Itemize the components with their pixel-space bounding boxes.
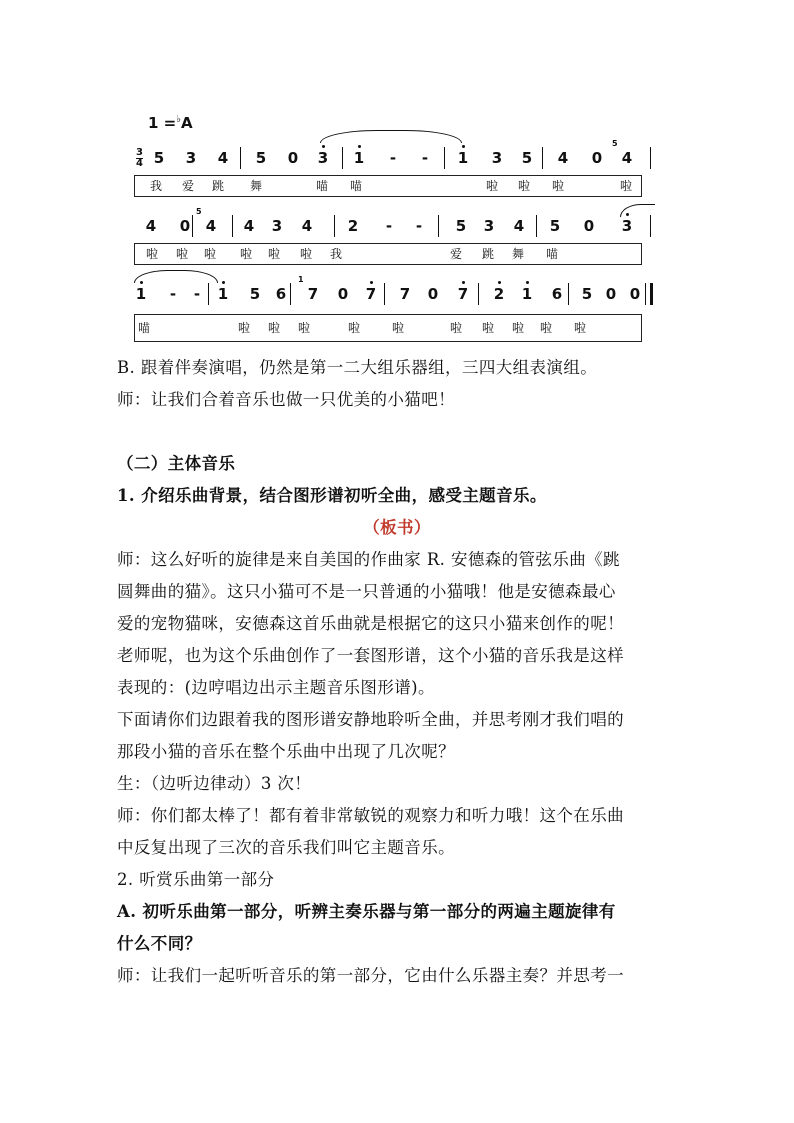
row2-note: 0: [583, 217, 595, 235]
row1-note: 4: [557, 149, 569, 167]
lyr1-word: 我: [150, 179, 163, 193]
row2-note: 4: [243, 217, 255, 235]
text-line-8: 爱的宠物猫咪，安德森这首乐曲就是根据它的这只小猫来创作的呢！: [117, 614, 624, 633]
row1-note: -: [421, 149, 429, 167]
row3-final-bar: [645, 283, 646, 305]
para-teacher-1: 师：让我们合着音乐也做一只优美的小猫吧！: [117, 390, 455, 409]
row1-high-dot: [322, 145, 325, 148]
row3-high-dot: [370, 281, 373, 284]
row2-note: 3: [483, 217, 495, 235]
row2-barline: [192, 215, 193, 237]
row3-note: 2: [493, 285, 505, 303]
lyr3-word: 啦: [482, 321, 495, 335]
text-line-13: 生：（边听边律动）3 次！: [117, 774, 312, 793]
lyr2-word: 舞: [512, 247, 525, 261]
lyr3-word: 啦: [268, 321, 281, 335]
lyr1-word: 啦: [620, 179, 633, 193]
row1-note: 5: [521, 149, 533, 167]
row1-note: 1: [353, 149, 365, 167]
row2-barline: [232, 215, 233, 237]
row3-barline: [568, 283, 569, 305]
lyr2-word: 我: [330, 247, 343, 261]
row3-note: 6: [275, 285, 287, 303]
time-top: 3: [136, 147, 143, 158]
text-line-7: 圆舞曲的猫》。这只小猫可不是一只普通的小猫哦！他是安德森最心: [117, 582, 616, 601]
row2-grace-note: 5: [196, 207, 202, 216]
row1-note: 5: [255, 149, 267, 167]
row3-barline: [208, 283, 209, 305]
lyr1-word: 啦: [518, 179, 531, 193]
row1-barline: [444, 147, 445, 169]
row1-high-dot: [358, 145, 361, 148]
section-heading: （二）主体音乐: [117, 454, 236, 473]
para-b: B. 跟着伴奏演唱，仍然是第一二大组乐器组，三四大组表演组。: [117, 358, 598, 377]
row2-barline: [650, 215, 651, 237]
time-signature: [136, 148, 143, 169]
row3-high-dot: [498, 281, 501, 284]
key-label: 1 =: [148, 114, 177, 132]
lyr2-word: 啦: [268, 247, 281, 261]
row1-barline: [650, 147, 651, 169]
row2-note: 4: [513, 217, 525, 235]
lyr3-word: 啦: [450, 321, 463, 335]
row1-note: 4: [621, 149, 633, 167]
row1-note: -: [389, 149, 397, 167]
lyr2-word: 啦: [176, 247, 189, 261]
row2-note: 4: [205, 217, 217, 235]
row2-note: 0: [179, 217, 191, 235]
row1-note: 0: [591, 149, 603, 167]
lyr2-word: 爱: [450, 247, 463, 261]
key-note: A: [180, 114, 193, 132]
lyr1-word: 啦: [552, 179, 565, 193]
lyr3-word: 啦: [298, 321, 311, 335]
row1-note: 5: [153, 149, 165, 167]
row1-note: 1: [457, 149, 469, 167]
lyr1-word: 喵: [350, 179, 363, 193]
row1-note: 4: [217, 149, 229, 167]
text-line-10: 表现的：(边哼唱边出示主题音乐图形谱)。: [117, 678, 435, 697]
lyr3-word: 啦: [238, 321, 251, 335]
slur-1: [320, 130, 462, 143]
row3-note: 6: [551, 285, 563, 303]
text-line-12: 那段小猫的音乐在整个乐曲中出现了几次呢？: [117, 742, 455, 761]
time-bottom: 4: [136, 158, 143, 169]
lyr2-word: 跳: [482, 247, 495, 261]
row3-note: 7: [457, 285, 469, 303]
row2-note: 5: [549, 217, 561, 235]
jianpu-score: [120, 110, 660, 350]
text-line-11: 下面请你们边跟着我的图形谱安静地聆听全曲，并思考刚才我们唱的: [117, 710, 624, 729]
lyr3-word: 啦: [392, 321, 405, 335]
lyric-box-1: [134, 175, 642, 197]
lyr2-word: 啦: [146, 247, 159, 261]
lyr3-word: 啦: [512, 321, 525, 335]
row3-barline: [650, 283, 653, 305]
lyr3-word: 喵: [138, 321, 151, 335]
row2-note: 3: [621, 217, 633, 235]
row3-note: 5: [249, 285, 261, 303]
row1-note: 3: [185, 149, 197, 167]
row1-barline: [342, 147, 343, 169]
step-2-heading: 2. 听赏乐曲第一部分: [117, 870, 275, 889]
lyr3-word: 啦: [540, 321, 553, 335]
row2-note: 3: [271, 217, 283, 235]
row3-note: 7: [399, 285, 411, 303]
lyric-box-3: [134, 314, 642, 342]
lyr3-word: 啦: [348, 321, 361, 335]
row3-high-dot: [526, 281, 529, 284]
row2-note: 2: [347, 217, 359, 235]
row3-note: 1: [135, 285, 147, 303]
lyr1-word: 啦: [486, 179, 499, 193]
row3-barline: [290, 283, 291, 305]
flat-sign: ♭: [176, 114, 181, 125]
text-line-9: 老师呢，也为这个乐曲创作了一套图形谱，这个小猫的音乐我是这样: [117, 646, 624, 665]
key-signature: [148, 114, 193, 132]
row1-high-dot: [462, 145, 465, 148]
row3-note: 0: [605, 285, 617, 303]
text-line-19: 师：让我们一起听听音乐的第一部分，它由什么乐器主奏？并思考一: [117, 966, 624, 985]
row1-note: 3: [317, 149, 329, 167]
row1-note: 0: [287, 149, 299, 167]
row3-note: 7: [365, 285, 377, 303]
lyr1-word: 跳: [212, 179, 225, 193]
slur-3: [134, 270, 218, 283]
text-line-17: A. 初听乐曲第一部分，听辨主奏乐器与第一部分的两遍主题旋律有: [117, 902, 616, 921]
row3-grace-note: 1: [298, 275, 304, 284]
text-line-18: 什么不同？: [117, 934, 202, 953]
row3-note: -: [169, 285, 177, 303]
lyr2-word: 喵: [546, 247, 559, 261]
slur-2: [620, 204, 655, 217]
row3-note: 1: [521, 285, 533, 303]
row3-note: 7: [307, 285, 319, 303]
row2-barline: [334, 215, 335, 237]
row2-note: -: [385, 217, 393, 235]
row3-note: 0: [337, 285, 349, 303]
lyr1-word: 舞: [250, 179, 263, 193]
board-note: （板书）: [363, 518, 431, 537]
lyr1-word: 喵: [316, 179, 329, 193]
row3-note: 5: [581, 285, 593, 303]
row2-note: -: [415, 217, 423, 235]
row3-note: 0: [629, 285, 641, 303]
lyr2-word: 啦: [204, 247, 217, 261]
row2-note: 5: [455, 217, 467, 235]
row2-note: 4: [301, 217, 313, 235]
row2-barline: [438, 215, 439, 237]
row1-note: 3: [491, 149, 503, 167]
text-line-14: 师：你们都太棒了！都有着非常敏锐的观察力和听力哦！这个在乐曲: [117, 806, 624, 825]
lyr2-word: 啦: [300, 247, 313, 261]
row2-note: 4: [145, 217, 157, 235]
lyr1-word: 爱: [182, 179, 195, 193]
row3-high-dot: [222, 281, 225, 284]
row1-barline: [542, 147, 543, 169]
row1-barline: [240, 147, 241, 169]
row3-barline: [384, 283, 385, 305]
row3-barline: [478, 283, 479, 305]
row3-note: 1: [217, 285, 229, 303]
row1-grace-note: 5: [612, 139, 618, 148]
text-line-15: 中反复出现了三次的音乐我们叫它主题音乐。: [117, 838, 455, 857]
row3-high-dot: [462, 281, 465, 284]
row2-barline: [536, 215, 537, 237]
lyr3-word: 啦: [574, 321, 587, 335]
row3-note: 0: [427, 285, 439, 303]
row3-note: -: [193, 285, 201, 303]
lyr2-word: 啦: [240, 247, 253, 261]
step-1-heading: 1. 介绍乐曲背景，结合图形谱初听全曲，感受主题音乐。: [117, 486, 547, 505]
text-line-6: 师：这么好听的旋律是来自美国的作曲家 R. 安德森的管弦乐曲《跳: [117, 550, 620, 569]
